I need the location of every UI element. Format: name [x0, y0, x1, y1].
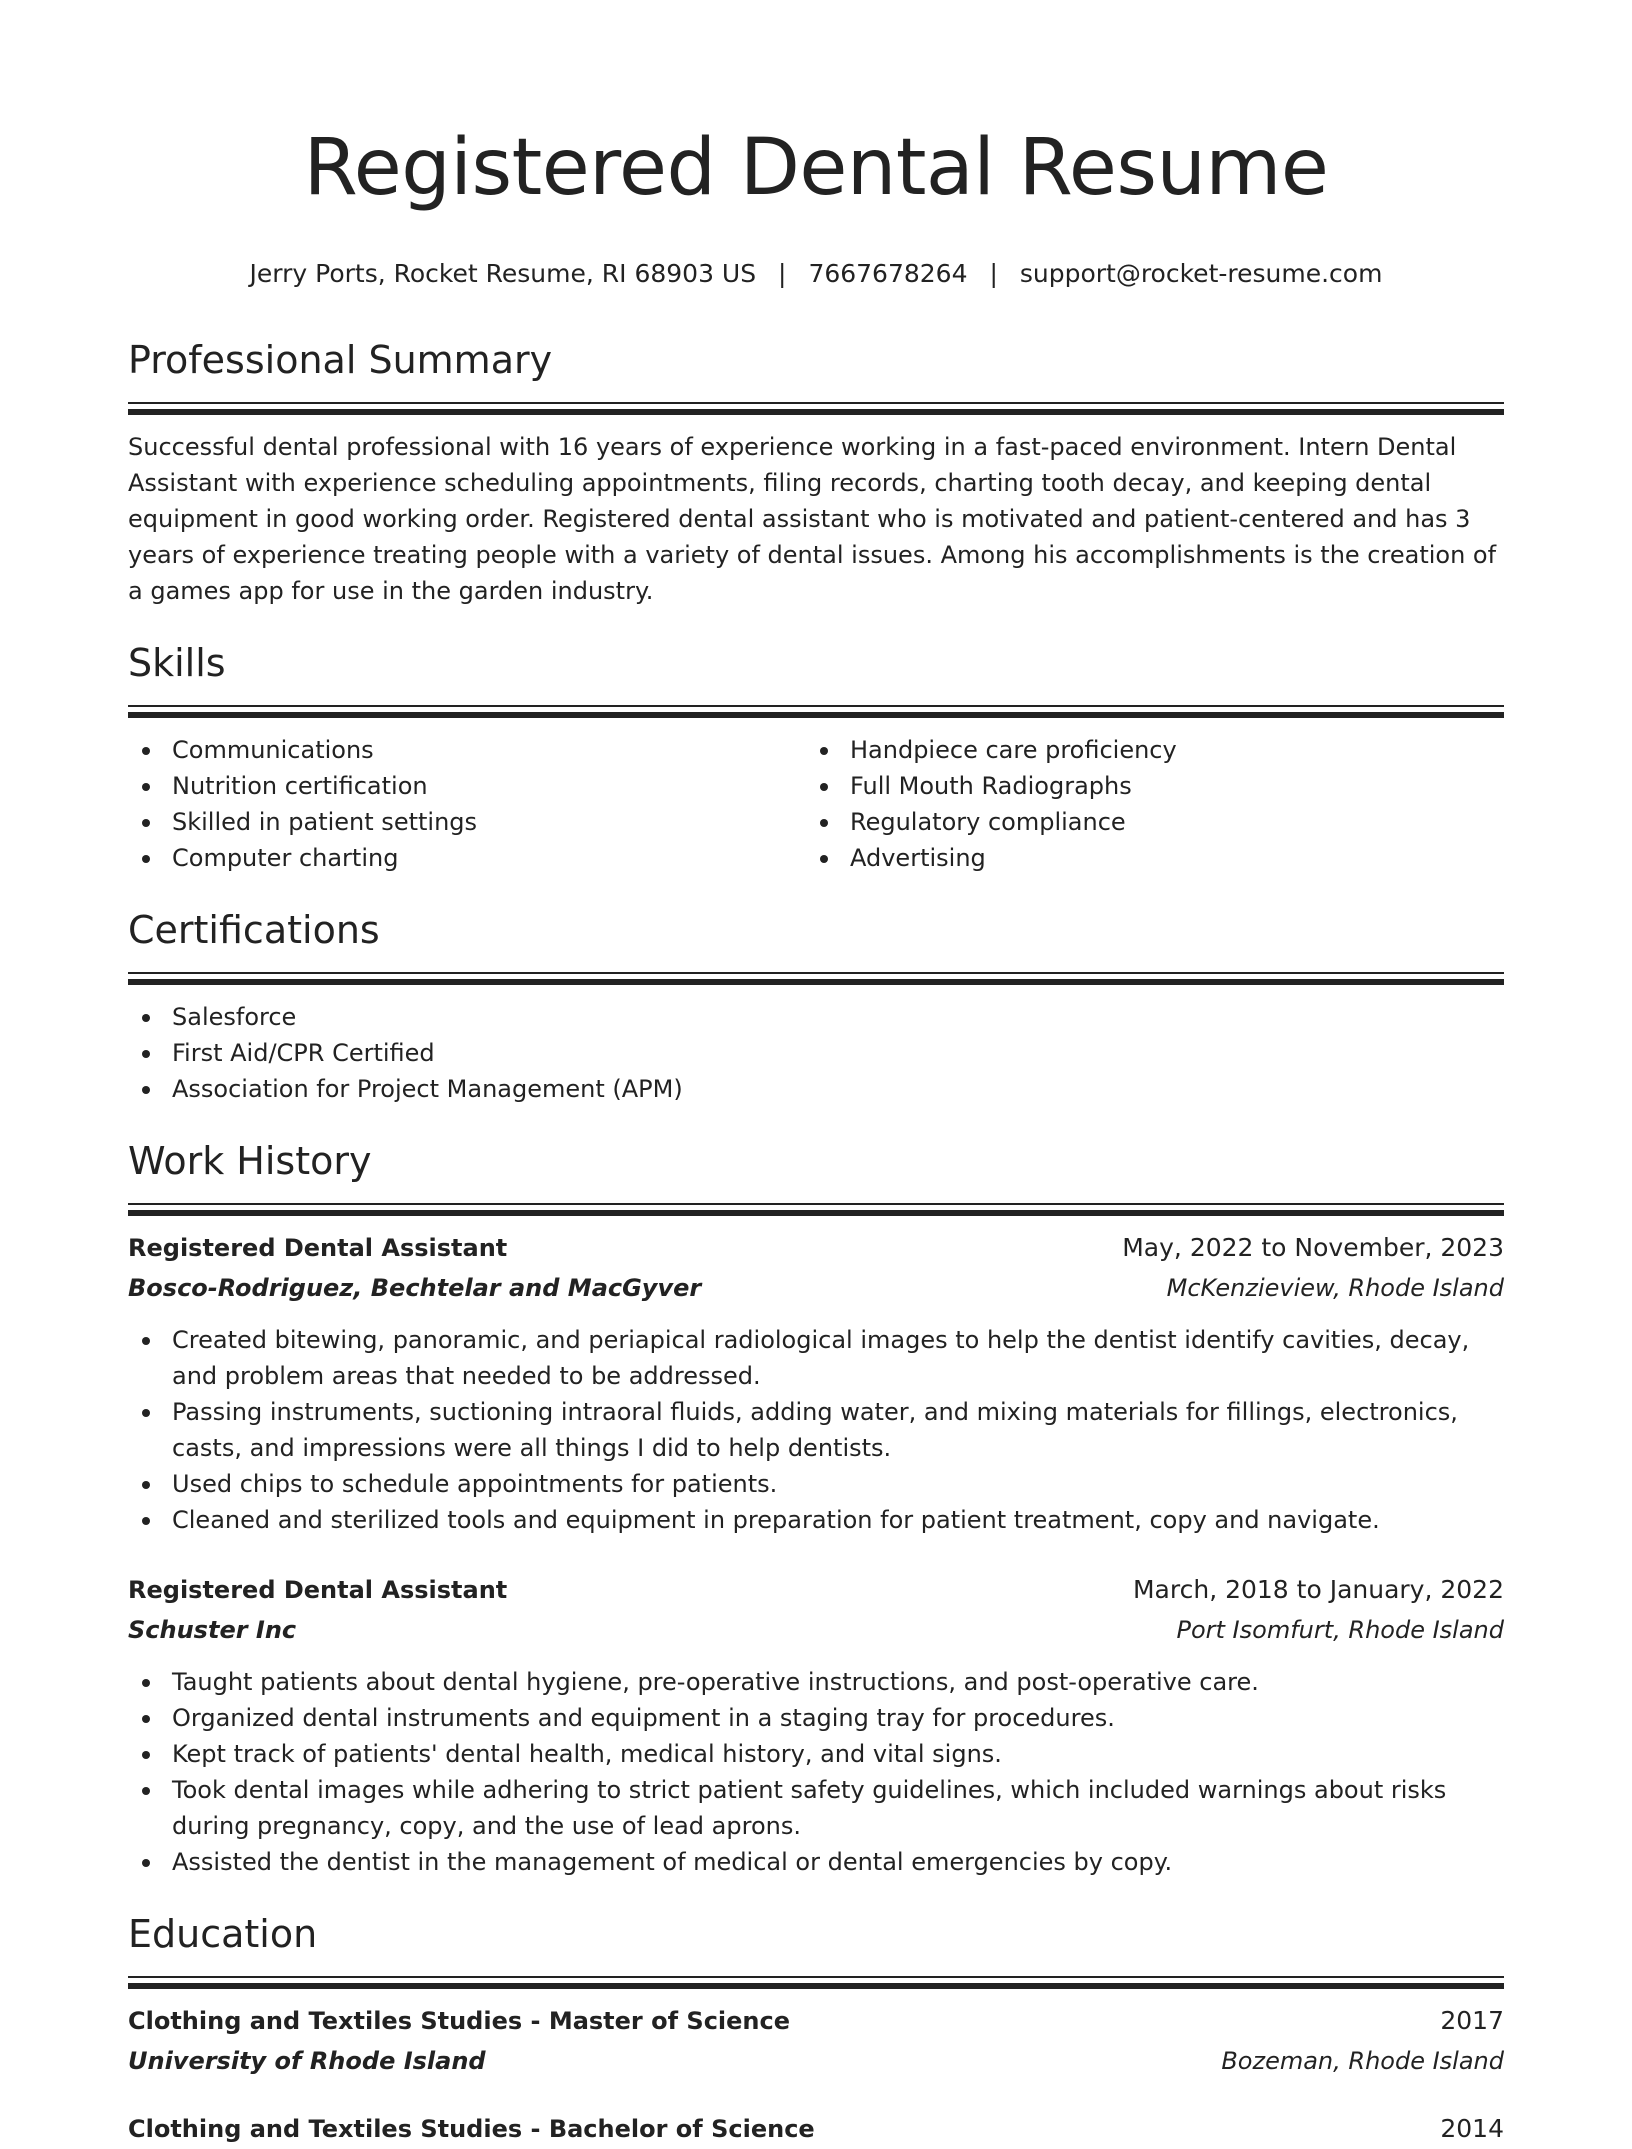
education-header	[128, 2109, 1504, 2149]
job-bullet: Cleaned and sterilized tools and equipment in preparation for patient treatment, copy and navigate.	[128, 1502, 1504, 1538]
skill-item: Advertising	[806, 840, 1484, 876]
section-rule	[128, 1976, 1504, 1989]
skills-columns	[128, 732, 1504, 876]
summary-heading: Professional Summary	[128, 338, 553, 382]
job-bullet: Passing instruments, suctioning intraoral fluids, adding water, and mixing materials for fillings, electronics, casts, and impressions were all things I did to help dentists.	[128, 1394, 1504, 1466]
education-school: University of Rhode Island	[128, 2047, 486, 2075]
job-location: Port Isomfurt, Rhode Island	[1176, 1616, 1504, 1644]
certification-item: Association for Project Management (APM)	[128, 1071, 1504, 1107]
page-title: Registered Dental Resume	[303, 123, 1329, 213]
contact-separator: |	[989, 259, 998, 288]
job-bullet: Taught patients about dental hygiene, pre-operative instructions, and post-operative care.	[128, 1664, 1504, 1700]
section-rule	[128, 972, 1504, 985]
job-bullet: Used chips to schedule appointments for patients.	[128, 1466, 1504, 1502]
section-rule	[128, 402, 1504, 415]
section-rule	[128, 1203, 1504, 1216]
skill-item: Nutrition certification	[128, 768, 806, 804]
job-bullet: Created bitewing, panoramic, and periapical radiological images to help the dentist identify cavities, decay, and problem areas that needed to be addressed.	[128, 1322, 1504, 1394]
skill-item: Full Mouth Radiographs	[806, 768, 1484, 804]
job-bullets	[128, 1664, 1504, 1880]
job-bullets	[128, 1322, 1504, 1538]
contact-address: Jerry Ports, Rocket Resume, RI 68903 US	[249, 259, 757, 288]
job-location: McKenzieview, Rhode Island	[1166, 1274, 1504, 1302]
education-location: Bozeman, Rhode Island	[1221, 2047, 1504, 2075]
job-header	[128, 1228, 1504, 1268]
education-degree: Clothing and Textiles Studies - Bachelor of Science	[128, 2115, 815, 2143]
job-company: Bosco-Rodriguez, Bechtelar and MacGyver	[128, 1274, 702, 1302]
job-entry	[128, 1570, 1504, 1880]
skill-item: Communications	[128, 732, 806, 768]
work-heading: Work History	[128, 1139, 372, 1183]
skill-item: Handpiece care proficiency	[806, 732, 1484, 768]
contact-separator: |	[778, 259, 787, 288]
job-bullet: Organized dental instruments and equipment in a staging tray for procedures.	[128, 1700, 1504, 1736]
skills-left-list	[128, 732, 806, 876]
education-degree: Clothing and Textiles Studies - Master of Science	[128, 2007, 791, 2035]
contact-email: support@rocket-resume.com	[1019, 259, 1383, 288]
summary-text: Successful dental professional with 16 years of experience working in a fast-paced environment. Intern Dental Assistant with experience scheduling appointments, filing records, charting tooth decay, and keeping dental equipment in good working order. Registered dental assistant who is motivated and patient-centered and has 3 years of experience treating people with a variety of dental issues. Among his accomplishments is the creation of a games app for use in the garden industry.	[128, 433, 1497, 605]
section-rule	[128, 705, 1504, 718]
education-year: 2014	[1440, 2114, 1504, 2143]
skill-item: Computer charting	[128, 840, 806, 876]
education-subheader	[128, 2041, 1504, 2081]
summary-section	[128, 336, 1504, 609]
skill-item: Regulatory compliance	[806, 804, 1484, 840]
education-year: 2017	[1440, 2006, 1504, 2035]
education-heading: Education	[128, 1912, 318, 1956]
job-bullet: Took dental images while adhering to strict patient safety guidelines, which included warnings about risks during pregnancy, copy, and the use of lead aprons.	[128, 1772, 1504, 1844]
job-role: Registered Dental Assistant	[128, 1576, 508, 1604]
job-bullet: Kept track of patients' dental health, medical history, and vital signs.	[128, 1736, 1504, 1772]
job-entry	[128, 1228, 1504, 1538]
work-section	[128, 1137, 1504, 1880]
certifications-list	[128, 999, 1504, 1107]
job-header	[128, 1570, 1504, 1610]
education-entry	[128, 2109, 1504, 2149]
job-role: Registered Dental Assistant	[128, 1234, 508, 1262]
skills-section	[128, 639, 1504, 876]
contact-line	[128, 256, 1504, 292]
education-header	[128, 2001, 1504, 2041]
certification-item: Salesforce	[128, 999, 1504, 1035]
certifications-heading: Certifications	[128, 908, 380, 952]
job-company: Schuster Inc	[128, 1616, 297, 1644]
contact-phone: 7667678264	[808, 259, 968, 288]
skills-right-list	[806, 732, 1484, 876]
education-entry	[128, 2001, 1504, 2081]
certifications-section	[128, 906, 1504, 1107]
job-subheader	[128, 1268, 1504, 1308]
job-dates: May, 2022 to November, 2023	[1122, 1233, 1504, 1262]
certification-item: First Aid/CPR Certified	[128, 1035, 1504, 1071]
education-section	[128, 1910, 1504, 2149]
job-bullet: Assisted the dentist in the management of medical or dental emergencies by copy.	[128, 1844, 1504, 1880]
skills-heading: Skills	[128, 641, 226, 685]
job-subheader	[128, 1610, 1504, 1650]
job-dates: March, 2018 to January, 2022	[1132, 1575, 1504, 1604]
skill-item: Skilled in patient settings	[128, 804, 806, 840]
